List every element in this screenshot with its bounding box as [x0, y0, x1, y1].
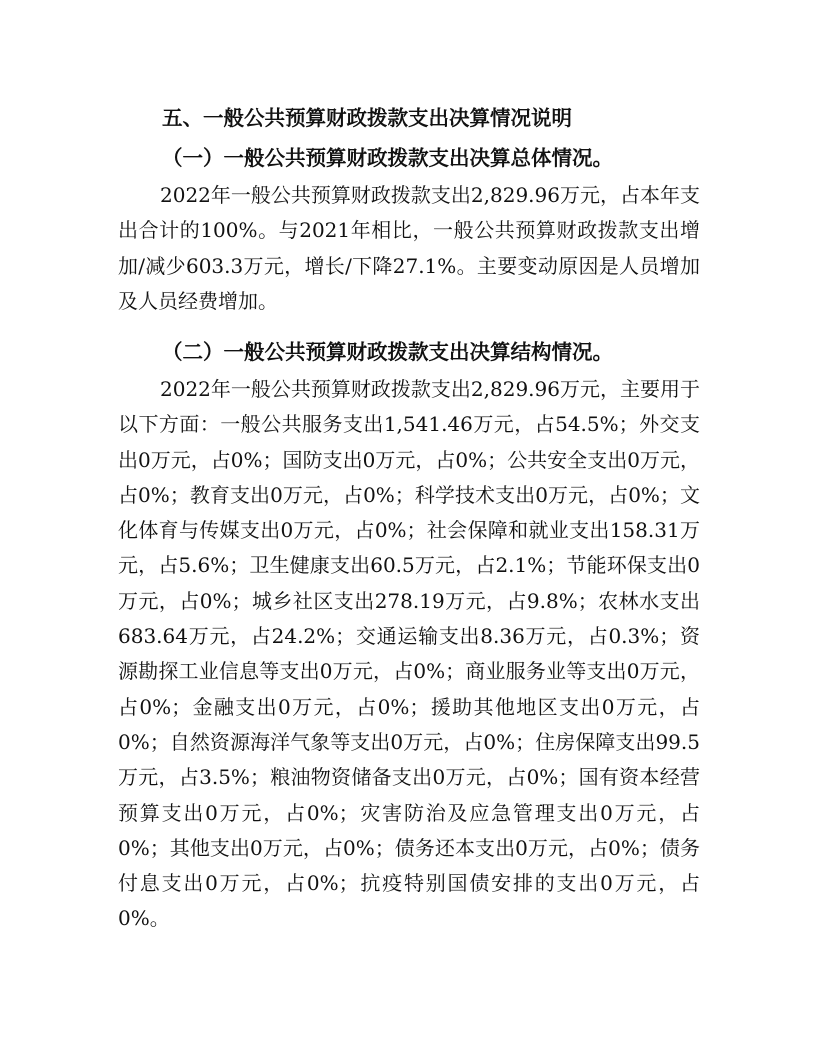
subsection-body-structure: 2022年一般公共预算财政拨款支出2,829.96万元，主要用于以下方面：一般公共服务支出1,541.46万元，占54.5%；外交支出0万元，占0%；国防支出0万元，占0%；公共安全支出0万元，占0%；教育支出0万元，占0%；科学技术支出0万元，占0%；文化体育与传媒支出0万元，占0%；社会保障和就业支出158.31万元，占5.6%；卫生健康支出60.5万元，占2.1%；节能环保支出0万元，占0%；城乡社区支出278.19万元，占9.8%；农林水支出683.64万元，占24.2%；交通运输支出8.36万元，占0.3%；资源勘探工业信息等支出0万元，占0%；商业服务业等支出0万元，占0%；金融支出0万元，占0%；援助其他地区支出0万元，占0%；自然资源海洋气象等支出0万元，占0%；住房保障支出99.5万元，占3.5%；粮油物资储备支出0万元，占0%；国有资本经营预算支出0万元，占0%；灾害防治及应急管理支出0万元，占0%；其他支出0万元，占0%；债务还本支出0万元，占0%；债务付息支出0万元，占0%；抗疫特别国债安排的支出0万元，占0%。	[118, 377, 700, 931]
subsection-heading-structure: （二）一般公共预算财政拨款支出决算结构情况。	[162, 340, 613, 364]
section-title: 五、一般公共预算财政拨款支出决算情况说明	[162, 106, 572, 130]
subsection-body-overall: 2022年一般公共预算财政拨款支出2,829.96万元，占本年支出合计的100%。与2021年相比，一般公共预算财政拨款支出增加/减少603.3万元，增长/下降27.1%。主要变动原因是人员增加及人员经费增加。	[118, 183, 700, 313]
subsection-heading-overall: （一）一般公共预算财政拨款支出决算总体情况。	[162, 146, 613, 170]
